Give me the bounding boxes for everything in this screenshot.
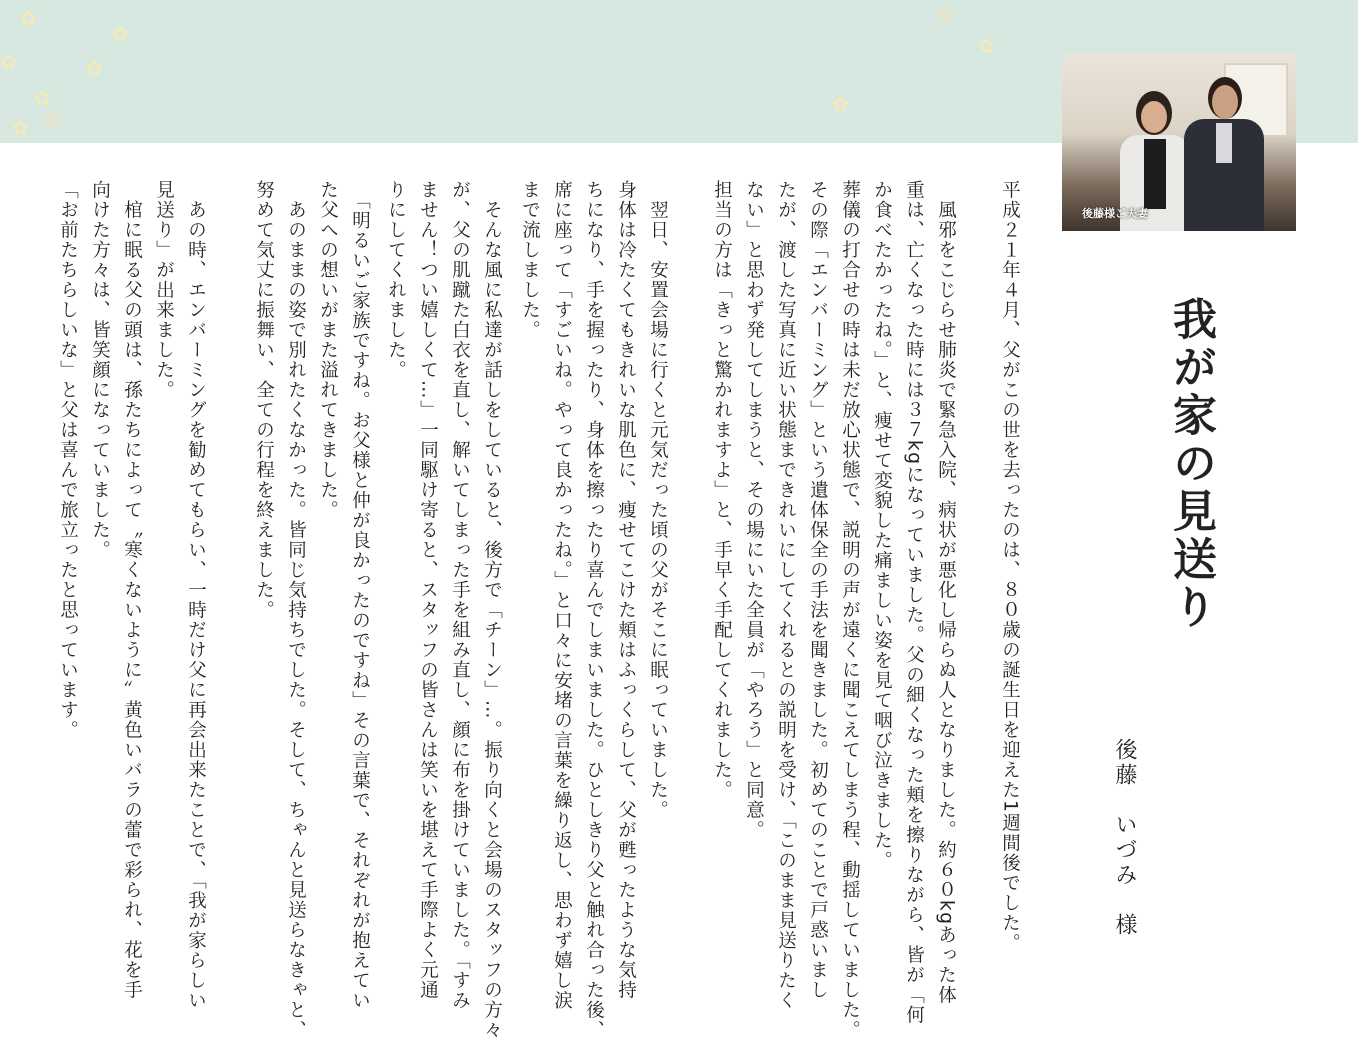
article-line: ません！つい嬉しくて…」一同駆け寄ると、スタッフの皆さんは笑いを堪えて手際よく元通 xyxy=(417,180,439,1000)
flower-icon: ✿ xyxy=(0,50,17,74)
flower-icon: ✿ xyxy=(34,86,51,110)
article-title: 我が家の見送り xyxy=(1165,296,1216,632)
article-line: 担当の方は「きっと驚かれますよ」と、手早く手配してくれました。 xyxy=(711,180,733,800)
article-line: が、父の肌蹴た白衣を直し、解いてしまった手を組み直し、顔に布を掛けていました。「すみ xyxy=(449,180,471,1011)
article-line: 見送り」が出来ました。 xyxy=(153,180,175,400)
article-line: あのままの姿で別れたくなかった。皆同じ気持ちでした。そして、ちゃんと見送らなきゃと、 xyxy=(285,180,307,1040)
article-line: 棺に眠る父の頭は、孫たちによって〝寒くないように〟黄色いバラの蕾で彩られ、花を手 xyxy=(121,180,143,1000)
flower-icon: ✿ xyxy=(938,2,955,26)
article-line: 翌日、安置会場に行くと元気だった頃の父がそこに眠っていました。 xyxy=(647,180,669,820)
couple-photo xyxy=(1062,53,1296,231)
article-line: 風邪をこじらせ肺炎で緊急入院、病状が悪化し帰らぬ人となりました。約６０kgあった体 xyxy=(935,180,957,1006)
article-line: ない」と思わず発してしまうと、その場にいた全員が「やろう」と同意。 xyxy=(743,180,765,840)
article-line: か食べたかったね。」と、痩せて変貌した痛ましい姿を見て咽び泣きました。 xyxy=(871,180,893,871)
article-line: 席に座って「すごいね。やって良かったね。」と口々に安堵の言葉を繰り返し、思わず嬉し涙 xyxy=(551,180,573,1011)
photo-person-husband xyxy=(1184,77,1264,231)
photo-caption: 後藤様ご夫妻 xyxy=(1082,207,1148,220)
article-line: りにしてくれました。 xyxy=(385,180,407,380)
flower-icon: ✿ xyxy=(112,22,129,46)
flower-icon: ✿ xyxy=(86,56,103,80)
article-line: 平成２１年４月、父がこの世を去ったのは、８０歳の誕生日を迎えた1週間後でした。 xyxy=(999,180,1021,954)
flower-icon: ✿ xyxy=(832,92,849,116)
article-line: そんな風に私達が話しをしていると、後方で「チーン」…。振り向くと会場のスタッフの方々 xyxy=(481,180,503,1040)
article-author: 後藤 いづみ 様 xyxy=(1112,738,1137,938)
article-line: 「お前たちらしいな」と父は喜んで旅立ったと思っています。 xyxy=(57,180,79,740)
article-line: 努めて気丈に振舞い、全ての行程を終えました。 xyxy=(253,180,275,620)
flower-icon: ✿ xyxy=(20,6,37,30)
article-line: 「明るいご家族ですね。お父様と仲が良かったのですね」その言葉で、それぞれが抱えてい xyxy=(349,180,371,1011)
article-line: あの時、エンバーミングを勧めてもらい、一時だけ父に再会出来たことで、「我が家らしい xyxy=(185,180,207,1011)
article-line: その際「エンバーミング」という遺体保全の手法を聞きました。初めてのことで戸惑いまし xyxy=(807,180,829,1000)
article-line: 重は、亡くなった時には３７kgになっていました。父の細くなった頬を擦りながら、皆が「何 xyxy=(903,180,925,1026)
article-line: 向けた方々は、皆笑顔になっていました。 xyxy=(89,180,111,560)
article-line: ちになり、手を握ったり、身体を擦ったり喜んでしまいました。ひとしきり父と触れ合った後、 xyxy=(583,180,605,1040)
article-line: たが、渡した写真に近い状態まできれいにしてくれるとの説明を受け、「このまま見送りたく xyxy=(775,180,797,1011)
flower-icon: ✿ xyxy=(12,116,29,140)
flower-icon: ✿ xyxy=(978,34,995,58)
article-line: まで流しました。 xyxy=(519,180,541,340)
flower-icon: ✿ xyxy=(44,108,61,132)
article-line: 葬儀の打合せの時は未だ放心状態で、説明の声が遠くに聞こえてしまう程、動揺していました。 xyxy=(839,180,861,1040)
article-line: た父への想いがまた溢れてきました。 xyxy=(317,180,339,520)
article-line: 身体は冷たくてもきれいな肌色に、痩せてこけた頬はふっくらして、父が甦ったような気持 xyxy=(615,180,637,1000)
